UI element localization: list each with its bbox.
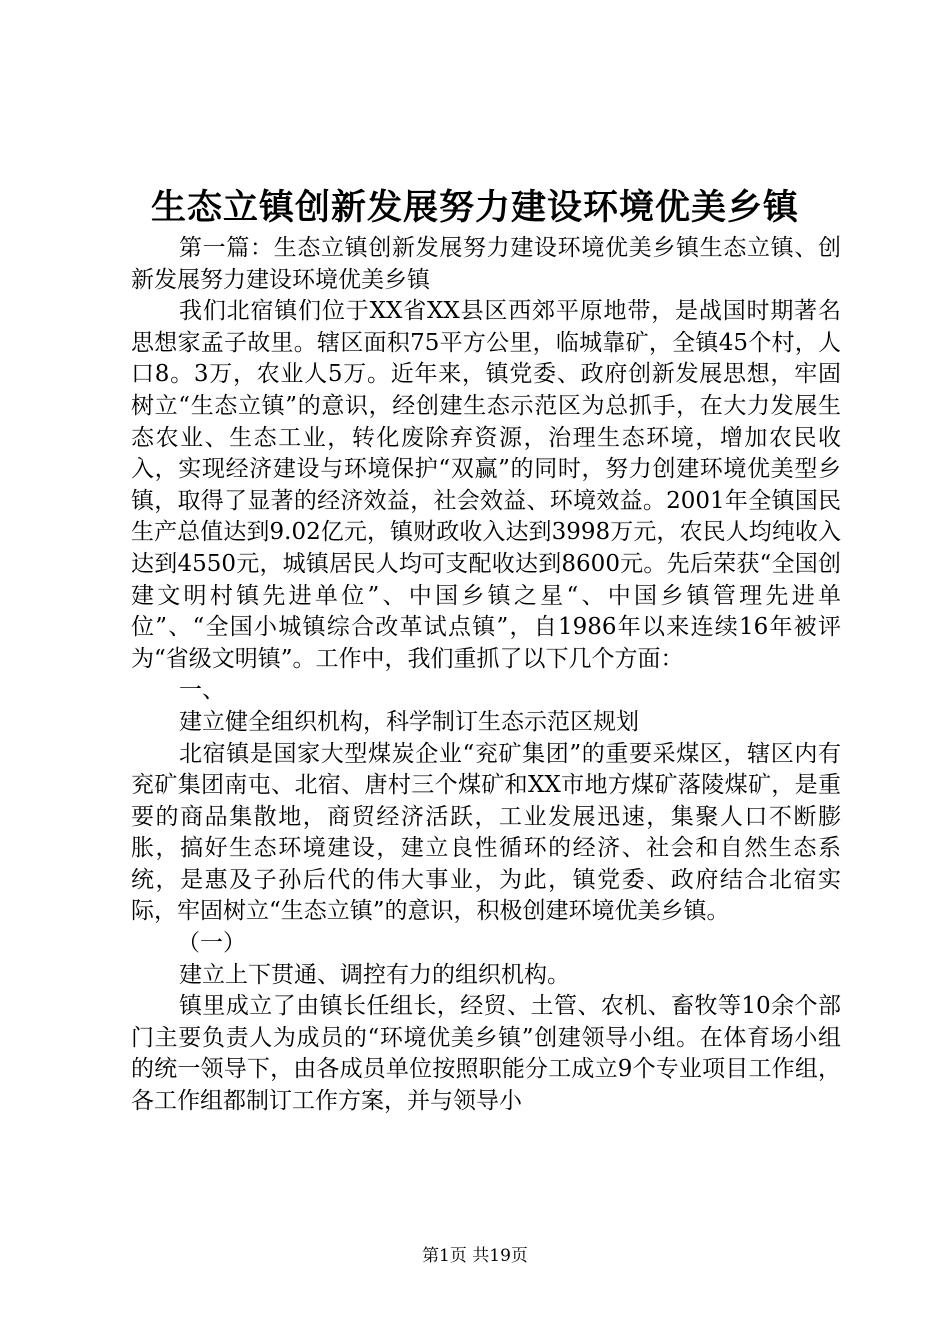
subsection-paragraph: 镇里成立了由镇长任组长，经贸、土管、农机、畜牧等10余个部门主要负责人为成员的“环境优美乡镇”创建领导小组。在体育场小组的统一领导下，由各成员单位按照职能分工成立9个专业项目工作组，各工作组都制订工作方案，并与领导小 [131, 993, 841, 1115]
section-paragraph: 北宿镇是国家大型煤炭企业“兖矿集团”的重要采煤区，辖区内有兖矿集团南屯、北宿、唐村三个煤矿和XX市地方煤矿落陵煤矿，是重要的商品集散地，商贸经济活跃，工业发展迅速，集聚人口不断膨胀，搞好生态环境建设，建立良性循环的经济、社会和自然生态系统，是惠及子孙后代的伟大事业，为此，镇党委、政府结合北宿实际，牢固树立“生态立镇”的意识，积极创建环境优美乡镇。 [131, 740, 841, 925]
document-title: 生态立镇创新发展努力建设环境优美乡镇 [150, 187, 799, 228]
section-number: 一、 [179, 677, 225, 704]
page-footer: 第1页 共19页 [422, 1246, 528, 1266]
overview-paragraph: 我们北宿镇们位于XX省XX县区西郊平原地带，是战国时期著名思想家孟子故里。辖区面积75平方公里，临城靠矿，全镇45个村，人口8。3万，农业人5万。近年来，镇党委、政府创新发展思想，牢固树立“生态立镇”的意识，经创建生态示范区为总抓手，在大力发展生态农业、生态工业，转化废除弃资源，治理生态环境，增加农民收入，实现经济建设与环境保护“双赢”的同时，努力创建环境优美型乡镇，取得了显著的经济效益，社会效益、环境效益。2001年全镇国民生产总值达到9.02亿元，镇财政收入达到3998万元，农民人均纯收入达到4550元，城镇居民人均可支配收达到8600元。先后荣获“全国创建文明村镇先进单位”、中国乡镇之星“、中国乡镇管理先进单位”、“全国小城镇综合改革试点镇”，自1986年以来连续16年被评为“省级文明镇”。工作中，我们重抓了以下几个方面： [131, 298, 841, 672]
subsection-number: （一） [177, 930, 246, 957]
section-heading: 建立健全组织机构，科学制订生态示范区规划 [179, 708, 639, 735]
subsection-heading: 建立上下贯通、调控有力的组织机构。 [179, 961, 570, 988]
document-body [131, 233, 841, 1118]
intro-paragraph: 第一篇：生态立镇创新发展努力建设环境优美乡镇生态立镇、创新发展努力建设环境优美乡镇 [131, 235, 841, 293]
